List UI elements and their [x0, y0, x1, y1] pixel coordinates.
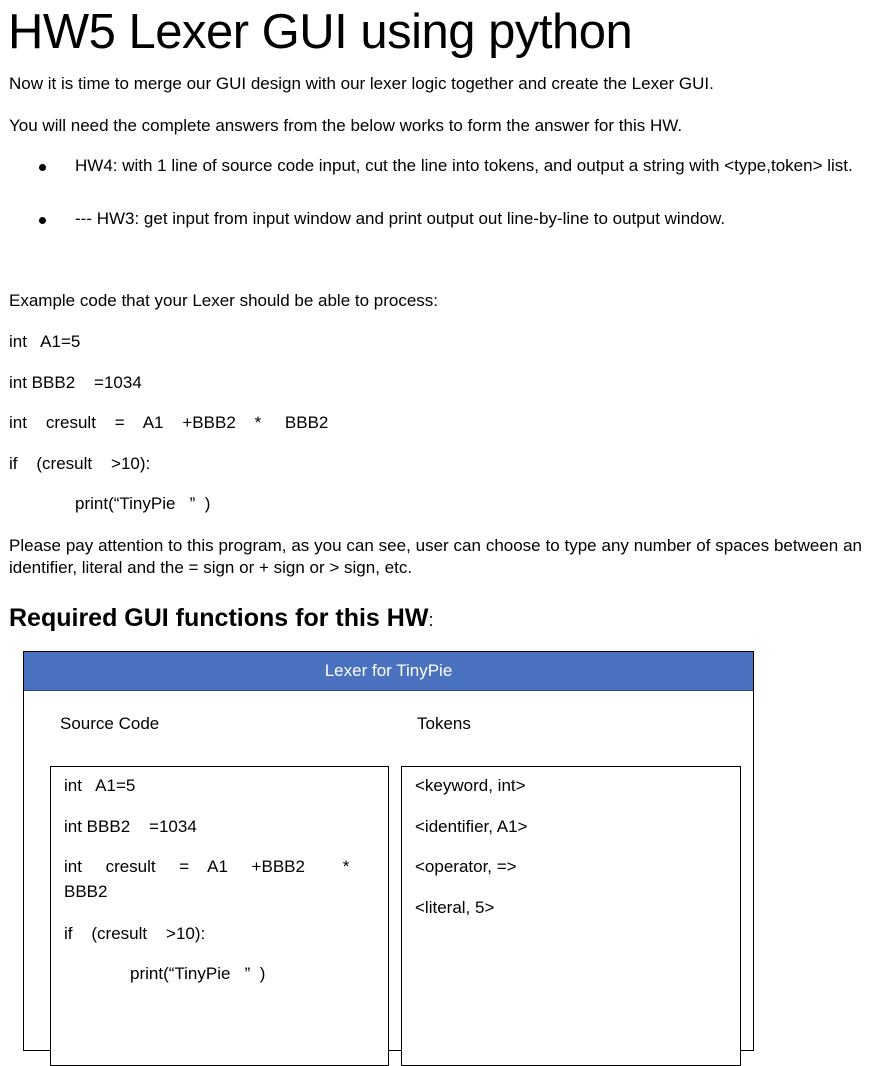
example-heading: Example code that your Lexer should be able to process:	[9, 291, 439, 310]
source-line: int BBB2 =1034	[64, 817, 197, 836]
token-line: <literal, 5>	[415, 898, 495, 917]
lexer-gui-mockup	[23, 651, 754, 1051]
example-code-line: int BBB2 =1034	[9, 373, 142, 392]
source-code-label: Source Code	[60, 714, 160, 733]
source-line: int cresult = A1 +BBB2 *	[64, 857, 350, 876]
intro-paragraph-1: Now it is time to merge our GUI design with our lexer logic together and create the Lexer GUI.	[9, 74, 714, 93]
source-line: BBB2	[64, 882, 108, 901]
bullet-item-hw3: --- HW3: get input from input window and print output out line-by-line to output window.	[75, 209, 726, 228]
source-code-input[interactable]	[50, 766, 389, 1066]
example-code-line: if (cresult >10):	[9, 454, 151, 473]
token-line: <identifier, A1>	[415, 817, 528, 836]
intro-paragraph-2: You will need the complete answers from the below works to form the answer for this HW.	[9, 116, 683, 135]
bullet-dot-icon	[39, 217, 46, 224]
tokens-label: Tokens	[417, 714, 471, 733]
source-line: print(“TinyPie ” )	[130, 964, 266, 983]
note-paragraph: Please pay attention to this program, as you can see, user can choose to type any number of spaces between an identifier, literal and the = sign or + sign or > sign, etc.	[9, 536, 862, 577]
example-code-line: print(“TinyPie ” )	[75, 494, 211, 513]
token-line: <operator, =>	[415, 857, 517, 876]
source-line: int A1=5	[64, 776, 136, 795]
token-line: <keyword, int>	[415, 776, 526, 795]
tokens-output[interactable]	[401, 766, 741, 1066]
bullet-dot-icon	[39, 164, 46, 171]
bullet-item-hw4: HW4: with 1 line of source code input, cut the line into tokens, and output a string with <type,token> list.	[75, 156, 853, 175]
source-line: if (cresult >10):	[64, 924, 206, 943]
example-code-line: int cresult = A1 +BBB2 * BBB2	[9, 413, 329, 432]
window-title-bar: Lexer for TinyPie	[24, 652, 753, 691]
example-code-line: int A1=5	[9, 332, 81, 351]
section-heading: Required GUI functions for this HW:	[9, 604, 434, 632]
page-title: HW5 Lexer GUI using python	[8, 5, 633, 59]
